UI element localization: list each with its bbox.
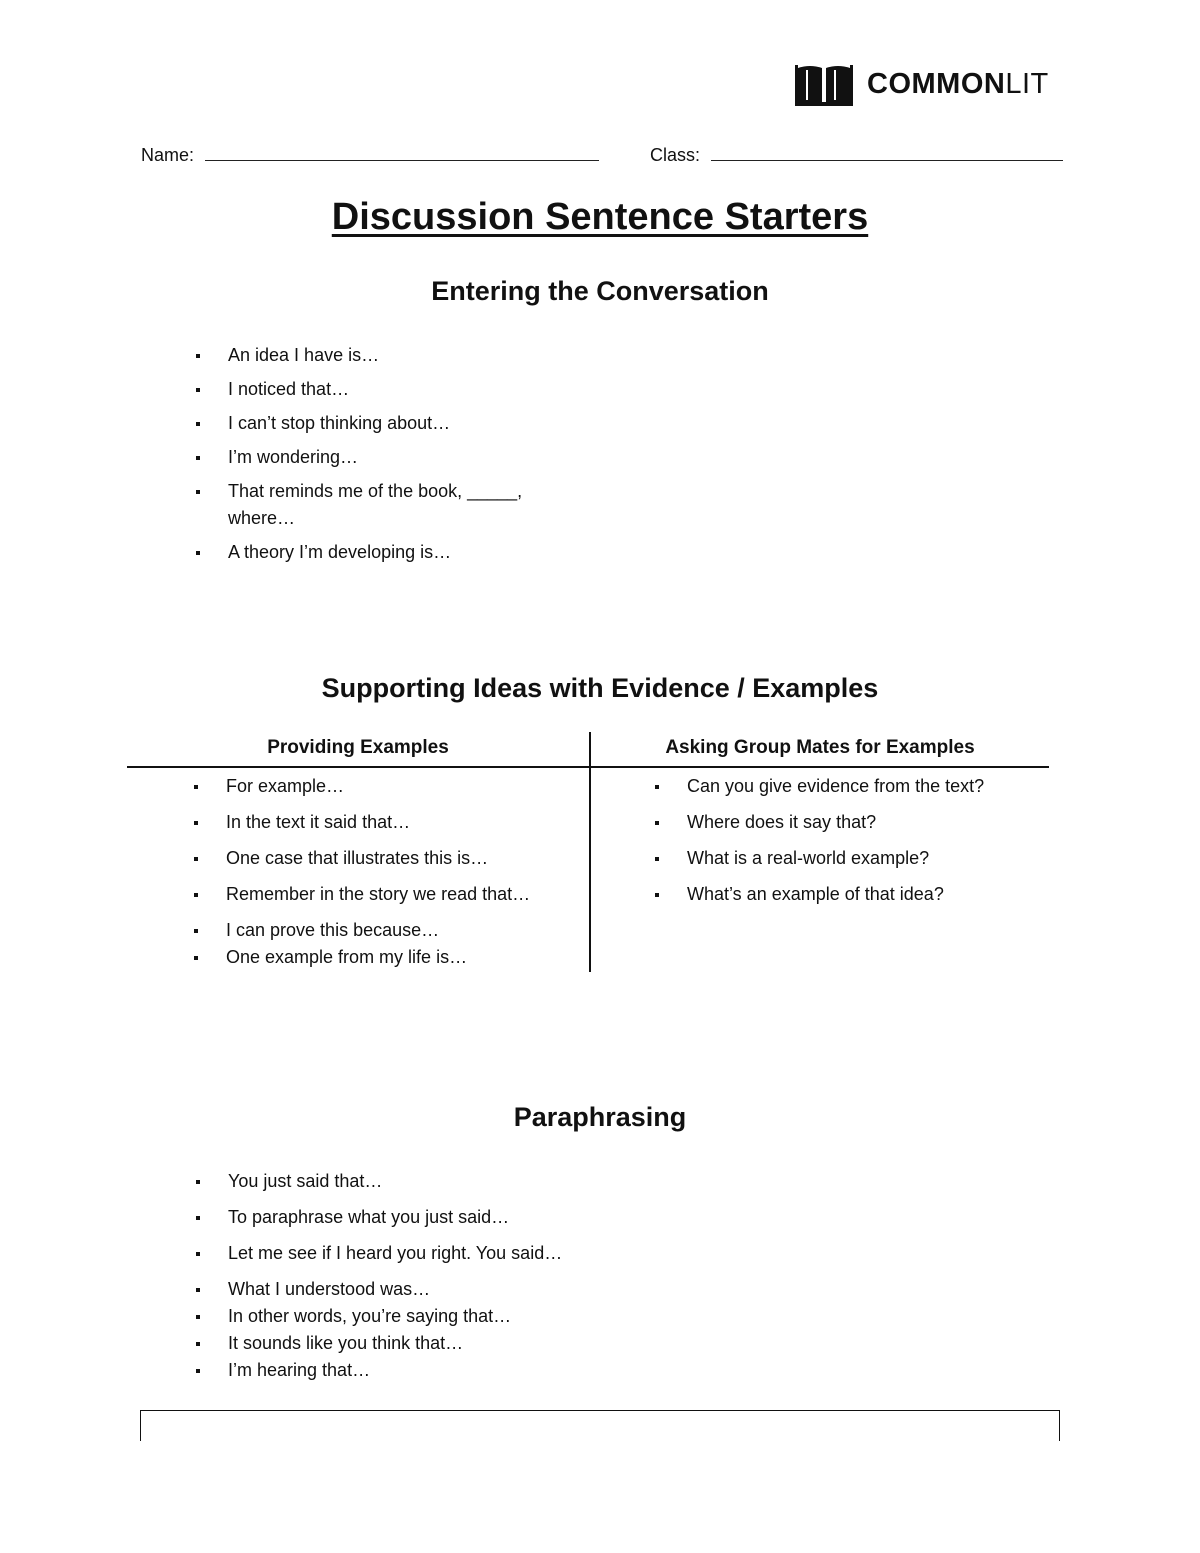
name-field [141,144,599,166]
page-title: Discussion Sentence Starters [331,196,869,238]
list-item: What is a real-world example? [655,845,1045,872]
name-blank-line[interactable] [205,144,599,161]
list-item: For example… [194,773,584,800]
list-item: In other words, you’re saying that… [196,1303,696,1330]
bottom-box [140,1410,1060,1441]
list-item: I can’t stop thinking about… [196,410,556,437]
table-divider-horizontal [127,766,1049,768]
list-item: To paraphrase what you just said… [196,1204,696,1231]
list-item: Remember in the story we read that… [194,881,584,908]
list-item: Can you give evidence from the text? [655,773,1045,800]
asking-examples-list [655,773,1045,908]
name-label: Name: [141,145,195,165]
section-heading-supporting: Supporting Ideas with Evidence / Examples [321,673,879,703]
class-blank-line[interactable] [711,144,1063,161]
list-item: It sounds like you think that… [196,1330,696,1357]
list-item: What I understood was… [196,1276,696,1303]
providing-examples-list [194,773,584,971]
list-item: I noticed that… [196,376,556,403]
list-item: In the text it said that… [194,809,584,836]
list-item: I’m hearing that… [196,1357,696,1384]
column-header-providing: Providing Examples [267,737,449,758]
list-item: You just said that… [196,1168,696,1195]
section-heading-entering: Entering the Conversation [431,276,769,306]
book-icon [795,62,853,106]
list-item: One case that illustrates this is… [194,845,584,872]
class-label: Class: [650,145,701,165]
logo-wordmark: COMMONLIT [867,67,1049,100]
list-item: What’s an example of that idea? [655,881,1045,908]
class-field [650,144,1063,166]
section-heading-paraphrasing: Paraphrasing [513,1102,687,1132]
entering-list [196,342,556,566]
list-item: A theory I’m developing is… [196,539,556,566]
commonlit-logo [795,62,1049,106]
list-item: Where does it say that? [655,809,1045,836]
list-item: That reminds me of the book, _____, where… [196,478,556,532]
list-item: One example from my life is… [194,944,584,971]
list-item: I’m wondering… [196,444,556,471]
table-divider-vertical [589,732,591,972]
column-header-asking: Asking Group Mates for Examples [665,737,975,758]
list-item: Let me see if I heard you right. You said… [196,1240,696,1267]
list-item: I can prove this because… [194,917,584,944]
paraphrasing-list [196,1168,696,1384]
list-item: An idea I have is… [196,342,556,369]
